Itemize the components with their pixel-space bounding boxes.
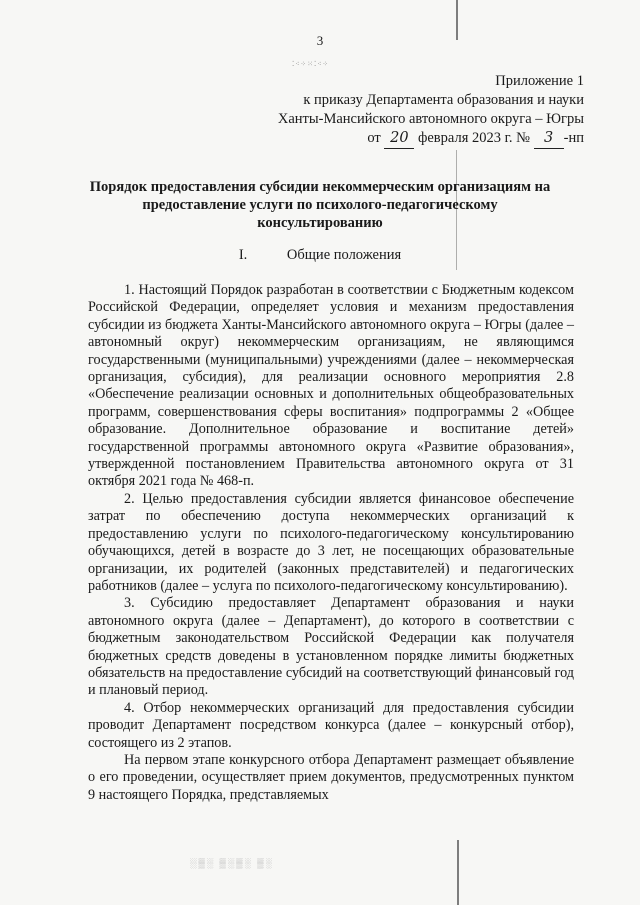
section-number: I. [238,247,248,263]
date-prefix: от [367,130,381,146]
section-heading [0,247,640,264]
scan-margin-line-bottom [457,840,459,905]
annex-date-line [278,129,584,149]
date-day-handwritten: 20 [384,129,414,149]
annex-title: Приложение 1 [495,73,584,89]
document-title: Порядок предоставления субсидии некоммерческим организациям на предоставление услуги по психолого-педагогическому консультированию [89,179,551,231]
paragraph-4: 4. Отбор некоммерческих организаций для предоставления субсидии проводит Департамент посредством конкурса (далее – конкурсный отбор), состоящего из 2 этапов. [88,699,574,751]
annex-order-ref: к приказу Департамента образования и науки [303,92,584,108]
order-suffix: -нп [563,130,584,146]
document-body [88,282,574,804]
scan-artifact-footer: ░▒░ ▒░▒░ ▒░ [190,858,274,868]
section-title: Общие положения [286,247,402,263]
paragraph-2: 2. Целью предоставления субсидии является финансовое обеспечение затрат по обеспечению доступа некоммерческих организаций к предоставлению услуги по психолого-педагогическому консультированию обучающихся, детей в возрасте до 3 лет, не посещающих образовательные организации, их родителей (законных представителей) и педагогических работников (далее – услуга по психолого-педагогическому консультированию). [88,490,574,594]
scan-margin-line-top [456,0,458,40]
paragraph-1: 1. Настоящий Порядок разработан в соответствии с Бюджетным кодексом Российской Федерации, определяет условия и механизм предоставления субсидии из бюджета Ханты-Мансийского автономного округа – Югры (далее – автономный округ) некоммерческим организациям, не являющимся государственными (муниципальными) учреждениями (далее – некоммерческая организация, субсидия), для реализации основного мероприятия 2.8 «Обеспечение реализации основных и дополнительных общеобразовательных программ, совершенствования сферы воспитания» подпрограммы 2 «Общее образование. Дополнительное образование и воспитание детей» государственной программы автономного округа «Развитие образования», утвержденной постановлением Правительства автономного округа от 31 октября 2021 года № 468-п. [88,282,574,490]
scan-artifact: ⁚⁖⁘⁙⁚⁖⁘ [292,60,330,68]
order-number-handwritten: 3 [534,129,564,149]
paragraph-5: На первом этапе конкурсного отбора Департамент размещает объявление о его проведении, осуществляет прием документов, предусмотренных пунктом 9 настоящего Порядка, представляемых [88,751,574,803]
page-number: 3 [316,33,324,48]
date-rest: февраля 2023 г. № [417,130,531,146]
annex-region: Ханты-Мансийского автономного округа – Югры [277,111,584,127]
paragraph-3: 3. Субсидию предоставляет Департамент образования и науки автономного округа (далее – Департамент), до которого в соответствии с бюджетным законодательством Российской Федерации как получателя бюджетных средств доведены в установленном порядке лимиты бюджетных обязательств на предоставление субсидий на соответствующий финансовый год и плановый период. [88,595,574,699]
annex-block [278,72,584,149]
